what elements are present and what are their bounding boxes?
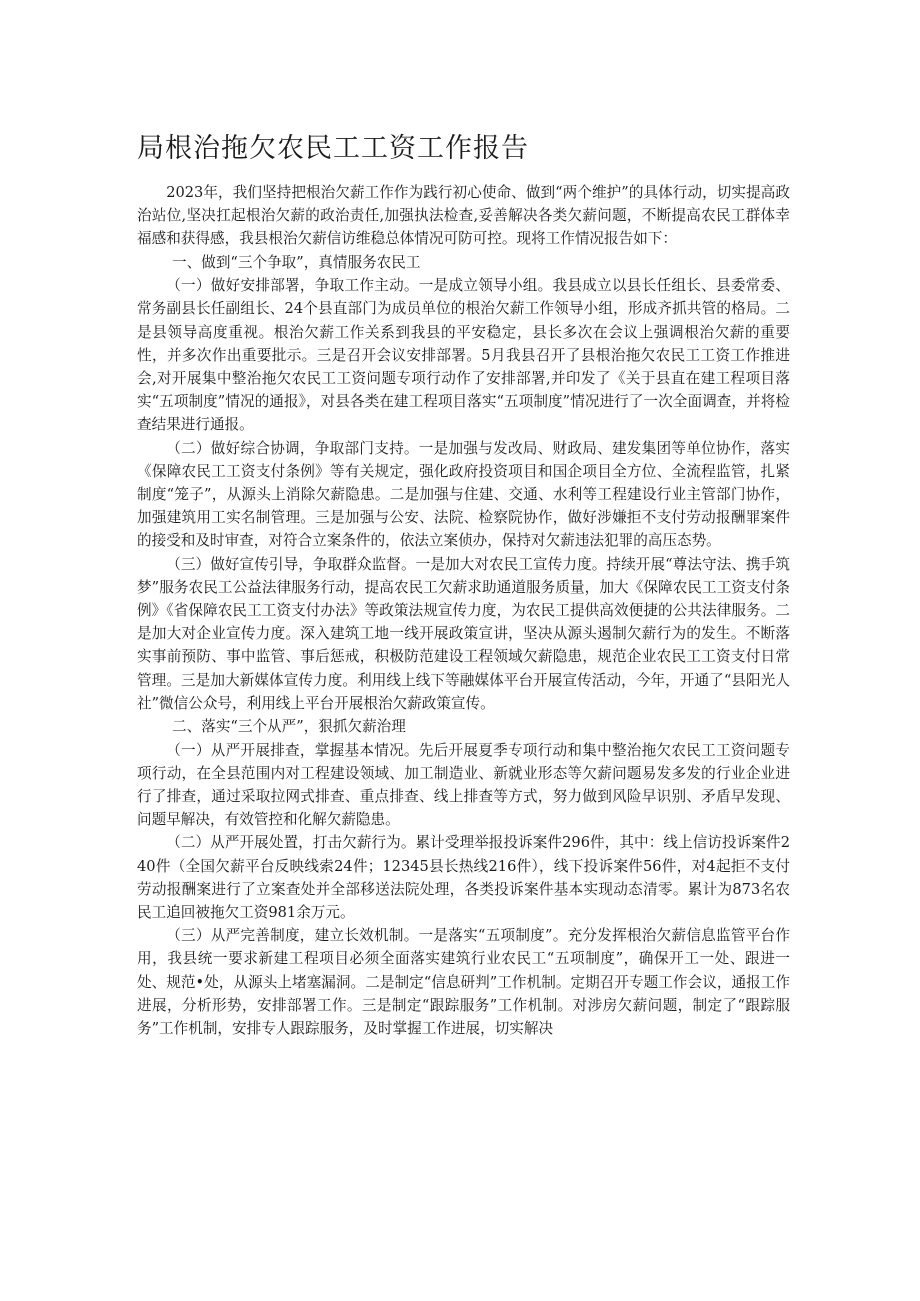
document-title: 局根治拖欠农民工工资工作报告 <box>137 133 529 164</box>
body-paragraph: （三）做好宣传引导，争取群众监督。一是加大对农民工宣传力度。持续开展“尊法守法、携手筑梦”服务农民工公益法律服务行动，提高农民工欠薪求助通道服务质量，加大《保障农民工工资支付条例》《省保障农民工工资支付办法》等政策法规宣传力度，为农民工提供高效便捷的公共法律服务。二是加大对企业宣传力度。深入建筑工地一线开展政策宣讲，坚决从源头遏制欠薪行为的发生。不断落实事前预防、事中监管、事后惩戒，积极防范建设工程领域欠薪隐患，规范企业农民工工资支付日常管理。三是加大新媒体宣传力度。利用线上线下等融媒体平台开展宣传活动，今年，开通了“县阳光人社”微信公众号，利用线上平台开展根治欠薪政策宣传。 <box>137 555 790 712</box>
body-paragraph: （三）从严完善制度，建立长效机制。一是落实“五项制度”。充分发挥根治欠薪信息监管平台作用，我县统一要求新建工程项目必须全面落实建筑行业农民工“五项制度”，确保开工一处、跟进一处、规范•处，从源头上堵塞漏洞。二是制定“信息研判”工作机制。定期召开专题工作会议，通报工作进展，分析形势，安排部署工作。三是制定“跟踪服务”工作机制。对涉房欠薪问题，制定了“跟踪服务”工作机制，安排专人跟踪服务，及时掌握工作进展，切实解决 <box>137 927 790 1038</box>
section-heading-2: 二、落实“三个从严”，狠抓欠薪治理 <box>172 718 406 736</box>
intro-paragraph: 2023年，我们坚持把根治欠薪工作作为践行初心使命、做到“两个维护”的具体行动，切实提高政治站位,坚决扛起根治欠薪的政治责任,加强执法检查,妥善解决各类欠薪问题，不断提高农民工群体幸福感和获得感，我县根治欠薪信访维稳总体情况可防可控。现将工作情况报告如下： <box>137 184 790 248</box>
document-body <box>137 181 790 1040</box>
body-paragraph: （一）从严开展排查，掌握基本情况。先后开展夏季专项行动和集中整治拖欠农民工工资问题专项行动，在全县范围内对工程建设领域、加工制造业、新就业形态等欠薪问题易发多发的行业企业进行了排查，通过采取拉网式排查、重点排查、线上排查等方式，努力做到风险早识别、矛盾早发现、问题早解决，有效管控和化解欠薪隐患。 <box>137 741 790 829</box>
body-paragraph: （二）从严开展处置，打击欠薪行为。累计受理举报投诉案件296件，其中：线上信访投诉案件240件（全国欠薪平台反映线索24件；12345县长热线216件），线下投诉案件56件，对4起拒不支付劳动报酬案进行了立案查处并全部移送法院处理，各类投诉案件基本实现动态清零。累计为873名农民工追回被拖欠工资981余万元。 <box>137 834 790 922</box>
section-heading-1: 一、做到“三个争取”，真情服务农民工 <box>172 253 421 271</box>
body-paragraph: （一）做好安排部署，争取工作主动。一是成立领导小组。我县成立以县长任组长、县委常委、常务副县长任副组长、24个县直部门为成员单位的根治欠薪工作领导小组，形成齐抓共管的格局。二是县领导高度重视。根治欠薪工作关系到我县的平安稳定，县长多次在会议上强调根治欠薪的重要性，并多次作出重要批示。三是召开会议安排部署。5月我县召开了县根治拖欠农民工工资工作推进会,对开展集中整治拖欠农民工工资问题专项行动作了安排部署,并印发了《关于县直在建工程项目落实“五项制度”情况的通报》，对县各类在建工程项目落实“五项制度”情况进行了一次全面调查，并将检查结果进行通报。 <box>137 277 790 434</box>
body-paragraph: （二）做好综合协调，争取部门支持。一是加强与发改局、财政局、建发集团等单位协作，落实《保障农民工工资支付条例》等有关规定，强化政府投资项目和国企项目全方位、全流程监管，扎紧制度“笼子”，从源头上消除欠薪隐患。二是加强与住建、交通、水利等工程建设行业主管部门协作，加强建筑用工实名制管理。三是加强与公安、法院、检察院协作，做好涉嫌拒不支付劳动报酬罪案件的接受和及时审查，对符合立案条件的，依法立案侦办，保持对欠薪违法犯罪的高压态势。 <box>137 439 790 550</box>
